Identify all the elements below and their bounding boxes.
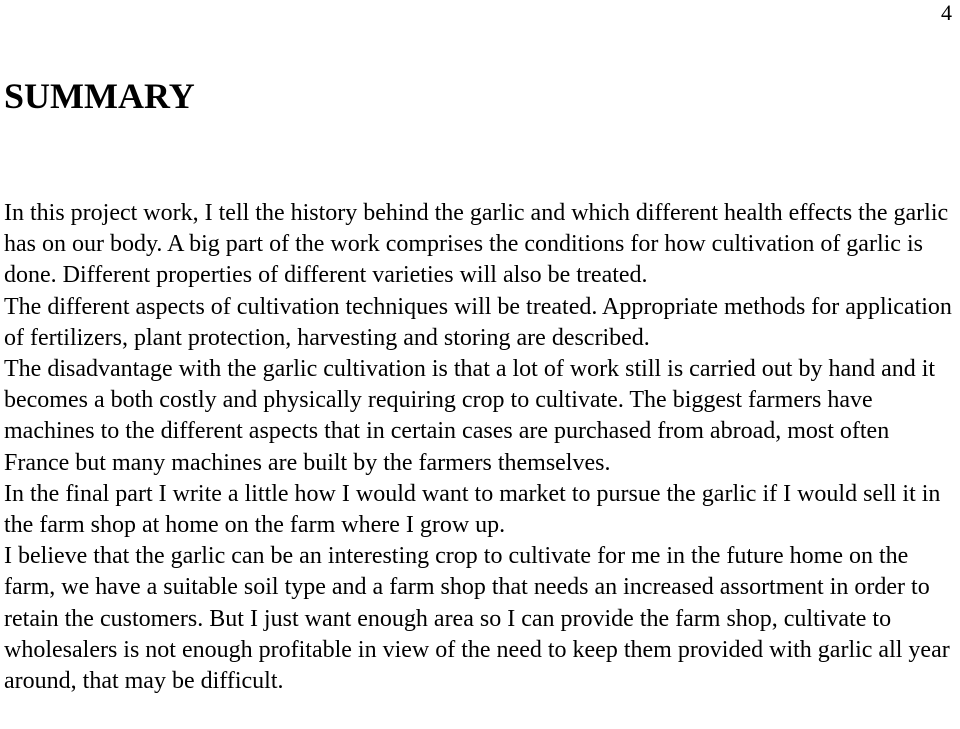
page-title: SUMMARY [4, 76, 195, 116]
paragraph-marketing: In the final part I write a little how I would want to market to pursue the garlic if I would sell it in the farm shop at home on the farm where I grow up. [4, 480, 941, 539]
summary-body [4, 198, 956, 697]
paragraph-disadvantages: The disadvantage with the garlic cultivation is that a lot of work still is carried out by hand and it becomes a both costly and physically requiring crop to cultivate. The biggest farmers have machines to the different aspects that in certain cases are purchased from abroad, most often France but many machines are built by the farmers themselves. [4, 356, 936, 476]
paragraph-intro: In this project work, I tell the history behind the garlic and which different health effects the garlic has on our body. A big part of the work comprises the conditions for how cultivation of garlic is done. Different properties of different varieties will also be treated. [4, 200, 949, 289]
paragraph-conclusion: I believe that the garlic can be an interesting crop to cultivate for me in the future home on the farm, we have a suitable soil type and a farm shop that needs an increased assortment in order to retain the customers. But I just want enough area so I can provide the farm shop, cultivate to wholesalers is not enough profitable in view of the need to keep them provided with garlic all year around, that may be difficult. [4, 543, 950, 695]
paragraph-cultivation-techniques: The different aspects of cultivation techniques will be treated. Appropriate methods for application of fertilizers, plant protection, harvesting and storing are described. [4, 293, 952, 351]
page-number: 4 [941, 0, 952, 25]
